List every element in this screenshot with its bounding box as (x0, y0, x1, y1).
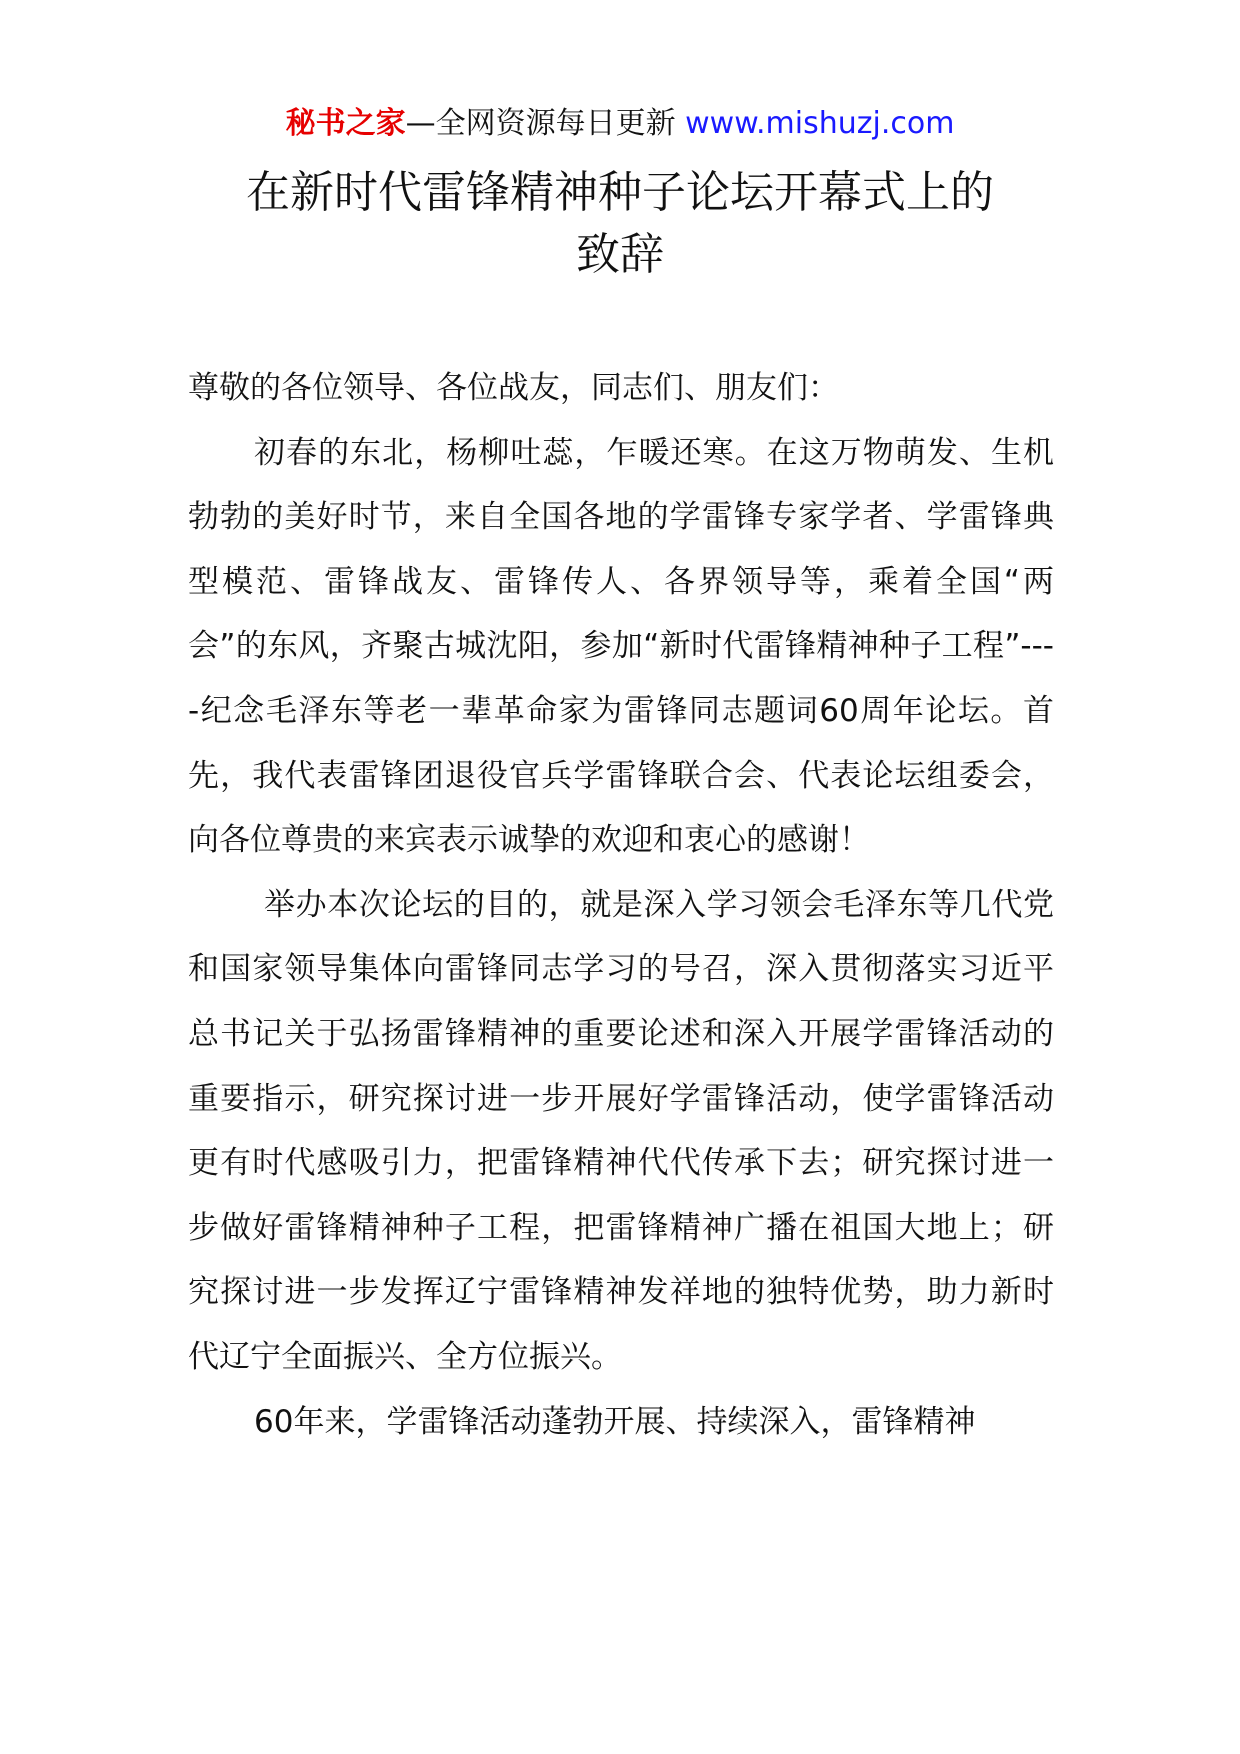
site-header (0, 104, 1240, 144)
paragraph-2: 举办本次论坛的目的，就是深入学习领会毛泽东等几代党和国家领导集体向雷锋同志学习的号召，深入贯彻落实习近平总书记关于弘扬雷锋精神的重要论述和深入开展学雷锋活动的重要指示，研究探讨进一步开展好学雷锋活动，使学雷锋活动更有时代感吸引力，把雷锋精神代代传承下去；研究探讨进一步做好雷锋精神种子工程，把雷锋精神广播在祖国大地上；研究探讨进一步发挥辽宁雷锋精神发祥地的独特优势，助力新时代辽宁全面振兴、全方位振兴。 (188, 886, 1054, 1375)
paragraph-1: 初春的东北，杨柳吐蕊，乍暖还寒。在这万物萌发、生机勃勃的美好时节，来自全国各地的学雷锋专家学者、学雷锋典型模范、雷锋战友、雷锋传人、各界领导等，乘着全国“两会”的东风，齐聚古城沈阳，参加“新时代雷锋精神种子工程”----纪念毛泽东等老一辈革命家为雷锋同志题词60周年论坛。首先，我代表雷锋团退役官兵学雷锋联合会、代表论坛组委会，向各位尊贵的来宾表示诚挚的欢迎和衷心的感谢！ (188, 434, 1054, 859)
brand-name: 秘书之家 (285, 106, 406, 141)
document-body (188, 356, 1054, 1454)
title-line-2: 致辞 (576, 229, 664, 280)
salutation: 尊敬的各位领导、各位战友，同志们、朋友们： (188, 370, 839, 406)
header-tagline: —全网资源每日更新 (405, 106, 676, 141)
title-line-1: 在新时代雷锋精神种子论坛开幕式上的 (246, 167, 994, 218)
site-url-link[interactable]: www.mishuzj.com (685, 106, 955, 141)
paragraph-3: 60年来，学雷锋活动蓬勃开展、持续深入，雷锋精神 (254, 1403, 976, 1440)
document-title (0, 162, 1240, 286)
